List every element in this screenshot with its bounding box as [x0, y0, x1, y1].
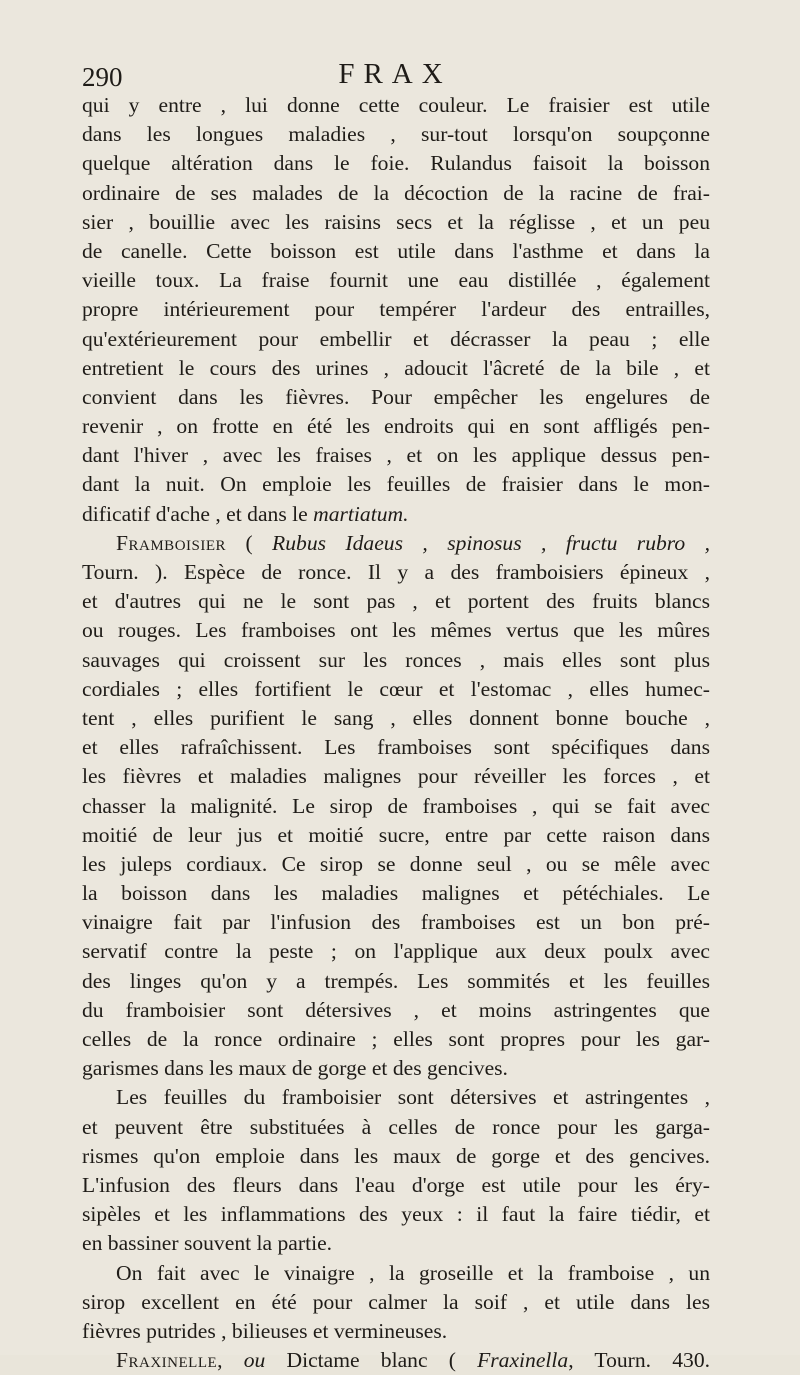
text-line: chasser la malignité. Le sirop de framboises , qui se fait avec: [82, 793, 710, 818]
term-martiatum: martiatum.: [313, 501, 409, 526]
body-text: [82, 91, 710, 1375]
text-line: Les feuilles du framboisier sont détersives et astringentes ,: [116, 1085, 710, 1110]
text-line: qu'extérieurement pour embellir et décrasser la peau ; elle: [82, 326, 710, 351]
text-line: qui y entre , lui donne cette couleur. Le fraisier est utile: [82, 93, 710, 117]
text-line: ordinaire de ses malades de la décoction de la racine de frai-: [82, 180, 710, 205]
text-line: celles de la ronce ordinaire ; elles sont propres pour les gar-: [82, 1027, 710, 1051]
line-text: ,: [217, 1348, 244, 1373]
line-text: (: [245, 530, 273, 555]
text-line: et elles rafraîchissent. Les framboises sont spécifiques dans: [82, 735, 710, 760]
text-line: L'infusion des fleurs dans l'eau d'orge est utile pour les éry-: [82, 1172, 710, 1197]
text-line: des linges qu'on y a trempés. Les sommités et les feuilles: [82, 968, 710, 993]
text-line: rismes qu'on emploie dans les maux de gorge et des gencives.: [82, 1143, 710, 1168]
text-line: sirop excellent en été pour calmer la soif , et utile dans les: [82, 1289, 710, 1314]
text-line: dans les longues maladies , sur-tout lorsqu'on soupçonne: [82, 122, 710, 147]
entry-headword: Framboisier: [116, 530, 227, 555]
text-line: dant l'hiver , avec les fraises , et on les applique dessus pen-: [82, 443, 710, 468]
page-number: 290: [82, 62, 123, 92]
text-line: vinaigre fait par l'infusion des framboises est un bon pré-: [82, 910, 710, 935]
text-line: dant la nuit. On emploie les feuilles de fraisier dans le mon-: [82, 472, 710, 497]
text-line: tent , elles purifient le sang , elles donnent bonne bouche ,: [82, 705, 710, 730]
text-line: convient dans les fièvres. Pour empêcher les engelures de: [82, 384, 710, 409]
text-line: en bassiner souvent la partie.: [82, 1231, 333, 1256]
text-line: On fait avec le vinaigre , la groseille et la framboise , un: [116, 1260, 710, 1285]
text-line: Tourn. ). Espèce de ronce. Il y a des framboisiers épineux ,: [82, 560, 710, 584]
text-line: sier , bouillie avec les raisins secs et la réglisse , et un peu: [82, 209, 710, 234]
text-line: garismes dans les maux de gorge et des gencives.: [82, 1056, 508, 1081]
text-line: propre intérieurement pour tempérer l'ardeur des entrailles,: [82, 297, 710, 322]
text-line: la boisson dans les maladies malignes et pétéchiales. Le: [82, 881, 710, 906]
line-text: dificatif d'ache , et dans le: [82, 501, 314, 526]
entry-fraxinelle: [82, 1346, 710, 1375]
text-line: vieille toux. La fraise fournit une eau distillée , également: [82, 268, 710, 293]
text-line: fièvres putrides , bilieuses et vermineuses.: [82, 1318, 448, 1343]
latin-name: Rubus Idaeus , spinosus , fructu rubro ,: [272, 530, 710, 555]
text-line: ou rouges. Les framboises ont les mêmes vertus que les mûres: [82, 618, 710, 643]
text-line: revenir , on frotte en été les endroits qui en sont affligés pen-: [82, 414, 710, 439]
text-line: du framboisier sont détersives , et moins astringentes que: [82, 997, 710, 1022]
text-line: sauvages qui croissent sur les ronces , mais elles sont plus: [82, 647, 710, 672]
text-line: et d'autres qui ne le sont pas , et portent des fruits blancs: [82, 589, 710, 614]
text-line: de canelle. Cette boisson est utile dans l'asthme et dans la: [82, 238, 710, 263]
text-line: et peuvent être substituées à celles de ronce pour les garga-: [82, 1114, 710, 1139]
text-line: les fièvres et maladies malignes pour réveiller les forces , et: [82, 764, 710, 789]
text-line: les juleps cordiaux. Ce sirop se donne seul , ou se mêle avec: [82, 851, 710, 876]
entry-framboisier: [82, 529, 710, 558]
line-text: Dictame blanc (: [286, 1348, 478, 1373]
text-line: quelque altération dans le foie. Rulandus faisoit la boisson: [82, 151, 710, 176]
text-line: [82, 500, 710, 529]
latin-name: Fraxinella: [477, 1348, 569, 1373]
entry-headword: Fraxinelle: [116, 1348, 218, 1373]
text-line: sipèles et les inflammations des yeux : il faut la faire tiédir, et: [82, 1202, 710, 1227]
word-ou: ou: [243, 1348, 266, 1373]
running-head: FRAX: [338, 58, 452, 90]
text-line: servatif contre la peste ; on l'applique aux deux poulx avec: [82, 939, 710, 964]
text-line: moitié de leur jus et moitié sucre, entre par cette raison dans: [82, 822, 710, 847]
line-text: , Tourn. 430.: [568, 1348, 711, 1373]
text-line: entretient le cours des urines , adoucit l'âcreté de la bile , et: [82, 355, 710, 380]
text-line: cordiales ; elles fortifient le cœur et l'estomac , elles humec-: [82, 676, 710, 701]
